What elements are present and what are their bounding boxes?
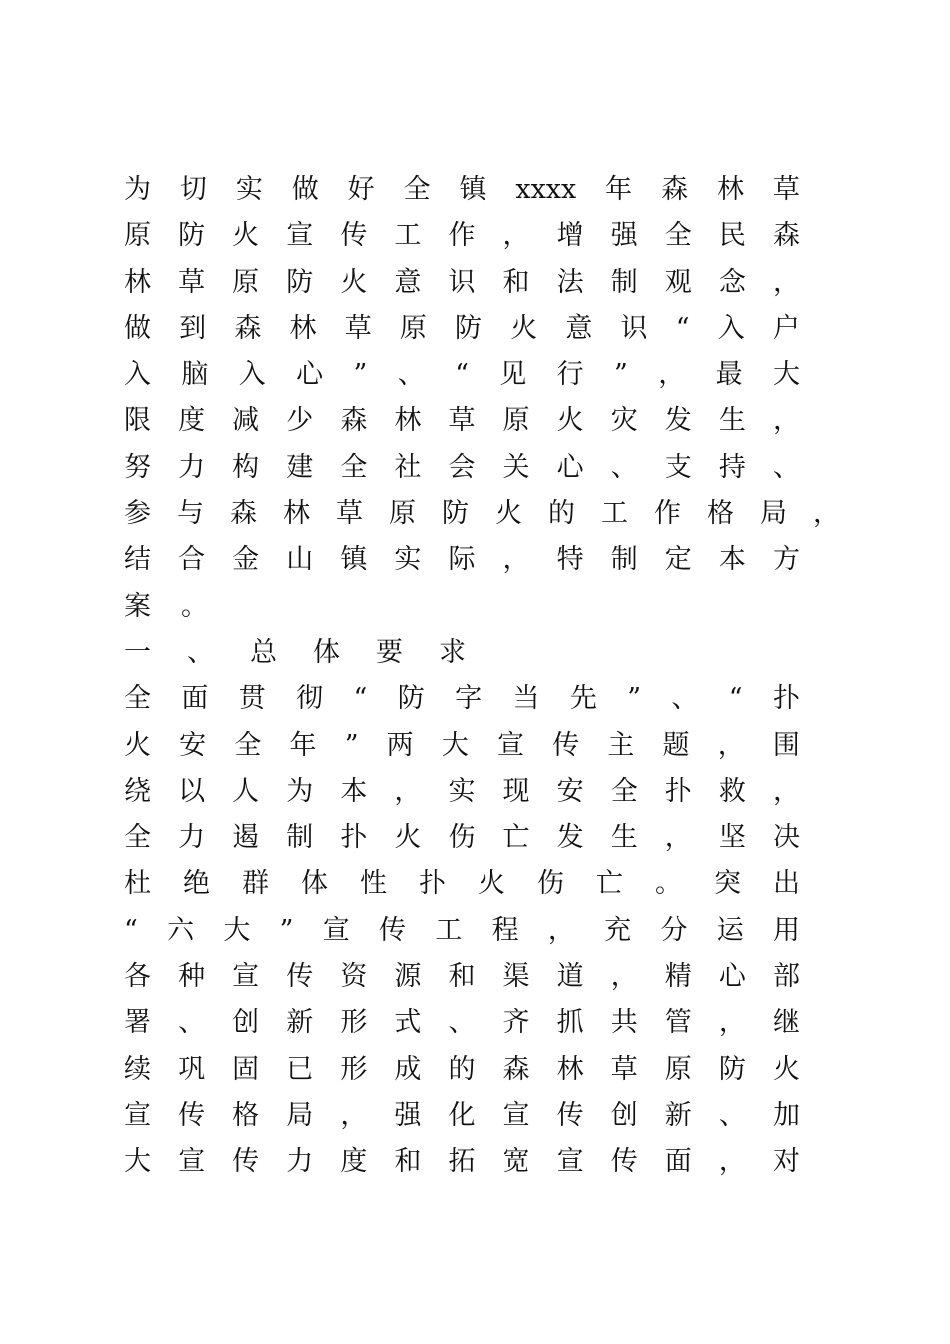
text-line: 努 力 构 建 全 社 会 关 心 、 支 持 、 <box>124 451 800 483</box>
text-line: “ 六 大 ” 宣 传 工 程 ， 充 分 运 用 <box>124 914 800 946</box>
text-line: 全 力 遏 制 扑 火 伤 亡 发 生 ， 坚 决 <box>124 822 800 854</box>
text-line: 结 合 金 山 镇 实 际 ， 特 制 定 本 方 <box>124 544 800 576</box>
text-line: 参 与 森 林 草 原 防 火 的 工 作 格 局 ， <box>124 498 840 530</box>
text-line: 全 面 贯 彻 “ 防 字 当 先 ” 、 “ 扑 <box>124 683 800 715</box>
text-line: 入 脑 入 心 ” 、 “ 见 行 ” ， 最 大 <box>124 359 800 391</box>
text-line: 案 。 <box>124 590 208 622</box>
text-line: 做 到 森 林 草 原 防 火 意 识 “ 入 户 <box>124 312 800 344</box>
text-line: 杜 绝 群 体 性 扑 火 伤 亡 。 突 出 <box>124 868 800 900</box>
text-line: 各 种 宣 传 资 源 和 渠 道 ， 精 心 部 <box>124 961 800 993</box>
text-line: 大 宣 传 力 度 和 拓 宽 宣 传 面 ， 对 <box>124 1146 800 1178</box>
text-line: 绕 以 人 为 本 ， 实 现 安 全 扑 救 ， <box>124 775 800 807</box>
text-line: 宣 传 格 局 ， 强 化 宣 传 创 新 、 加 <box>124 1099 800 1131</box>
text-line: 署 、 创 新 形 式 、 齐 抓 共 管 ， 继 <box>124 1007 800 1039</box>
text-line: 续 巩 固 已 形 成 的 森 林 草 原 防 火 <box>124 1053 800 1085</box>
text-line: 林 草 原 防 火 意 识 和 法 制 观 念 ， <box>124 266 800 298</box>
text-line: 原 防 火 宣 传 工 作 ， 增 强 全 民 森 <box>124 220 800 252</box>
text-line: 限 度 减 少 森 林 草 原 火 灾 发 生 ， <box>124 405 800 437</box>
section-heading: 一 、 总 体 要 求 <box>124 636 466 668</box>
text-line: 为 切 实 做 好 全 镇 xxxx 年 森 林 草 <box>124 174 800 205</box>
text-line: 火 安 全 年 ” 两 大 宣 传 主 题 ， 围 <box>124 729 800 761</box>
body-text <box>124 167 844 1186</box>
